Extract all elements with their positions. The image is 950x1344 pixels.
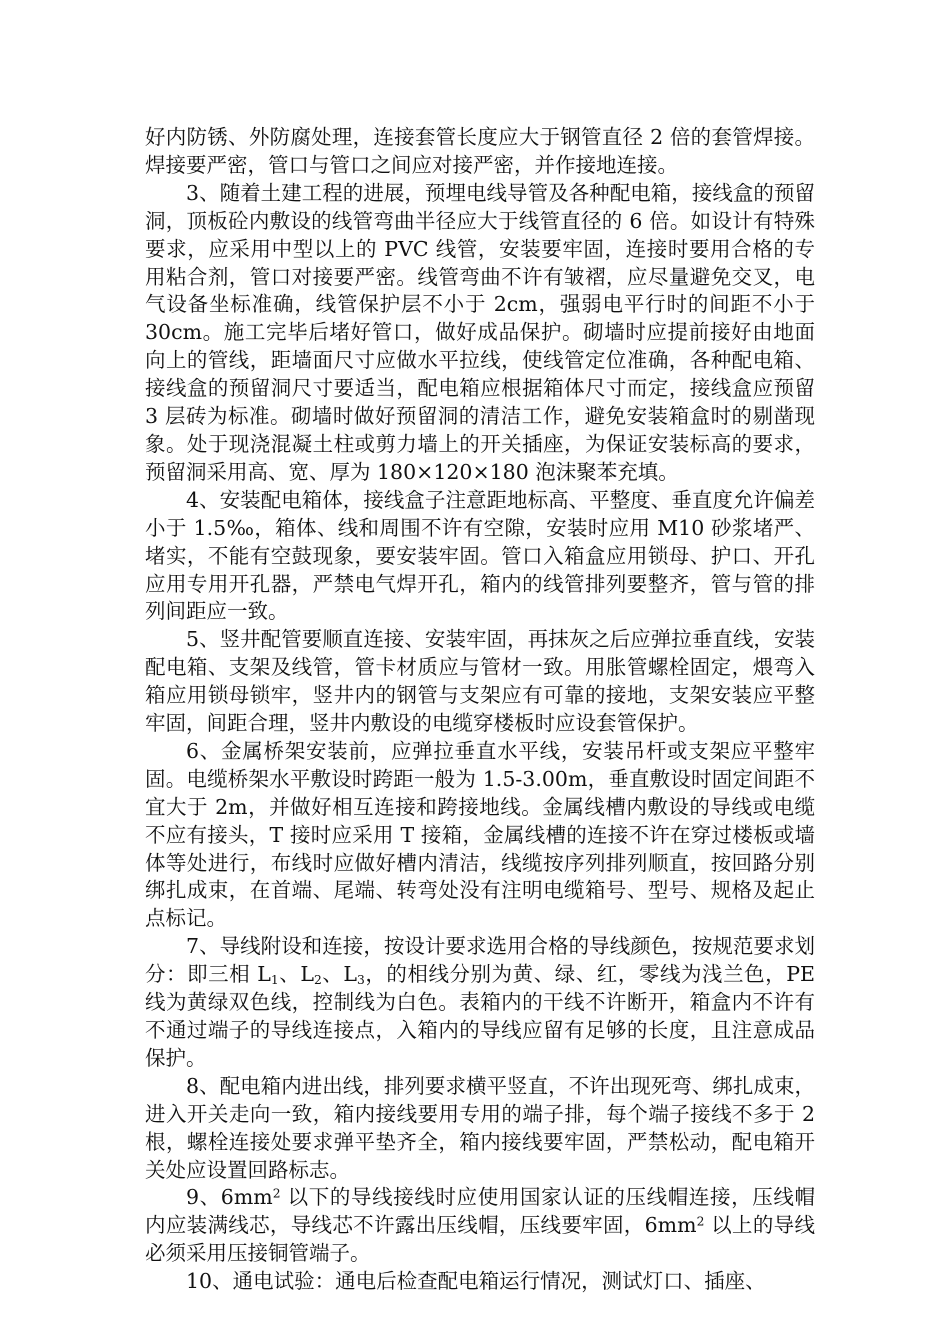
- paragraph-10: 10、通电试验：通电后检查配电箱运行情况，测试灯口、插座、: [186, 1269, 766, 1294]
- paragraph-9: [145, 1184, 815, 1268]
- paragraph-9-text-a: 9、6mm: [186, 1185, 273, 1210]
- paragraph-5: 5、竖井配管要顺直连接、安装牢固，再抹灰之后应弹拉垂直线，安装配电箱、支架及线管，管卡材质应与管材一致。用胀管螺栓固定，煨弯入箱应用锁母锁牢，竖井内的钢管与支架应有可靠的接地，支架安装应平整牢固，间距合理，竖井内敷设的电缆穿楼板时应设套管保护。: [145, 627, 815, 736]
- paragraph-7: [145, 933, 815, 1073]
- paragraph-6: 6、金属桥架安装前，应弹拉垂直水平线，安装吊杆或支架应平整牢固。电缆桥架水平敷设时跨距一般为 1.5-3.00m，垂直敷设时固定间距不宜大于 2m，并做好相互连接和跨接地线。金属线槽内敷设的导线或电缆不应有接头，T 接时应采用 T 接箱，金属线槽的连接不许在穿过楼板或墙体等处进行，布线时应做好槽内清洁，线缆按序列排列顺直，按回路分别绑扎成束，在首端、尾端、转弯处没有注明电缆箱号、型号、规格及起止点标记。: [145, 738, 815, 931]
- phase-1-subscript: 1: [270, 973, 279, 988]
- paragraph-7-text-b: 、L: [278, 962, 314, 987]
- paragraph-7-text-c: 、L: [321, 962, 357, 987]
- document-body: [145, 124, 815, 1296]
- paragraph-8: 8、配电箱内进出线，排列要求横平竖直，不许出现死弯、绑扎成束，进入开关走向一致，箱内接线要用专用的端子排，每个端子接线不多于 2 根，螺栓连接处要求弹平垫齐全，箱内接线要牢固，严禁松动，配电箱开关处应设置回路标志。: [145, 1073, 815, 1182]
- paragraph-3: 3、随着土建工程的进展，预埋电线导管及各种配电箱，接线盒的预留洞，顶板砼内敷设的线管弯曲半径应大于线管直径的 6 倍。如设计有特殊要求，应采用中型以上的 PVC 线管，安装要牢固，连接时要用合格的专用粘合剂，管口对接要严密。线管弯曲不许有皱褶，应尽量避免交叉，电气设备坐标准确，线管保护层不小于 2cm，强弱电平行时的间距不小于 30cm。施工完毕后堵好管口，做好成品保护。砌墙时应提前接好由地面向上的管线，距墙面尺寸应做水平拉线，使线管定位准确，各种配电箱、接线盒的预留洞尺寸要适当，配电箱应根据箱体尺寸而定，接线盒应预留 3 层砖为标准。砌墙时做好预留洞的清洁工作，避免安装箱盒时的剔凿现象。处于现浇混凝土柱或剪力墙上的开关插座，为保证安装标高的要求，预留洞采用高、宽、厚为 180×120×180 泡沫聚苯充填。: [145, 180, 815, 484]
- square-superscript-2: 2: [696, 1214, 705, 1229]
- paragraph-2-continued: 好内防锈、外防腐处理，连接套管长度应大于钢管直径 2 倍的套管焊接。焊接要严密，管口与管口之间应对接严密，并作接地连接。: [145, 125, 815, 177]
- paragraph-4: 4、安装配电箱体，接线盒子注意距地标高、平整度、垂直度允许偏差小于 1.5‰，箱体、线和周围不许有空隙，安装时应用 M10 砂浆堵严、堵实，不能有空鼓现象，要安装牢固。管口入箱盒应用锁母、护口、开孔应用专用开孔器，严禁电气焊开孔，箱内的线管排列要整齐，管与管的排列间距应一致。: [145, 487, 815, 624]
- phase-3-subscript: 3: [356, 973, 365, 988]
- square-superscript-1: 2: [272, 1186, 281, 1201]
- paragraph-9-text-b: 以下的导线接线时应使用国家认证的压线帽连接，压线帽内应装满线芯，导线芯不许露出压线帽，压线要牢固，6mm: [145, 1185, 815, 1238]
- paragraph-7-text-d: ，的相线分别为黄、绿、红，零线为浅兰色，PE 线为黄绿双色线，控制线为白色。表箱内的干线不许断开，箱盒内不许有不通过端子的导线连接点，入箱内的导线应留有足够的长度，且注意成品保护。: [145, 962, 815, 1070]
- paragraph-9-text-c: 以上的导线必须采用压接铜管端子。: [145, 1213, 815, 1266]
- phase-2-subscript: 2: [313, 973, 322, 988]
- paragraph-7-text-a: 7、导线附设和连接，按设计要求选用合格的导线颜色，按规范要求划分：即三相 L: [145, 934, 815, 987]
